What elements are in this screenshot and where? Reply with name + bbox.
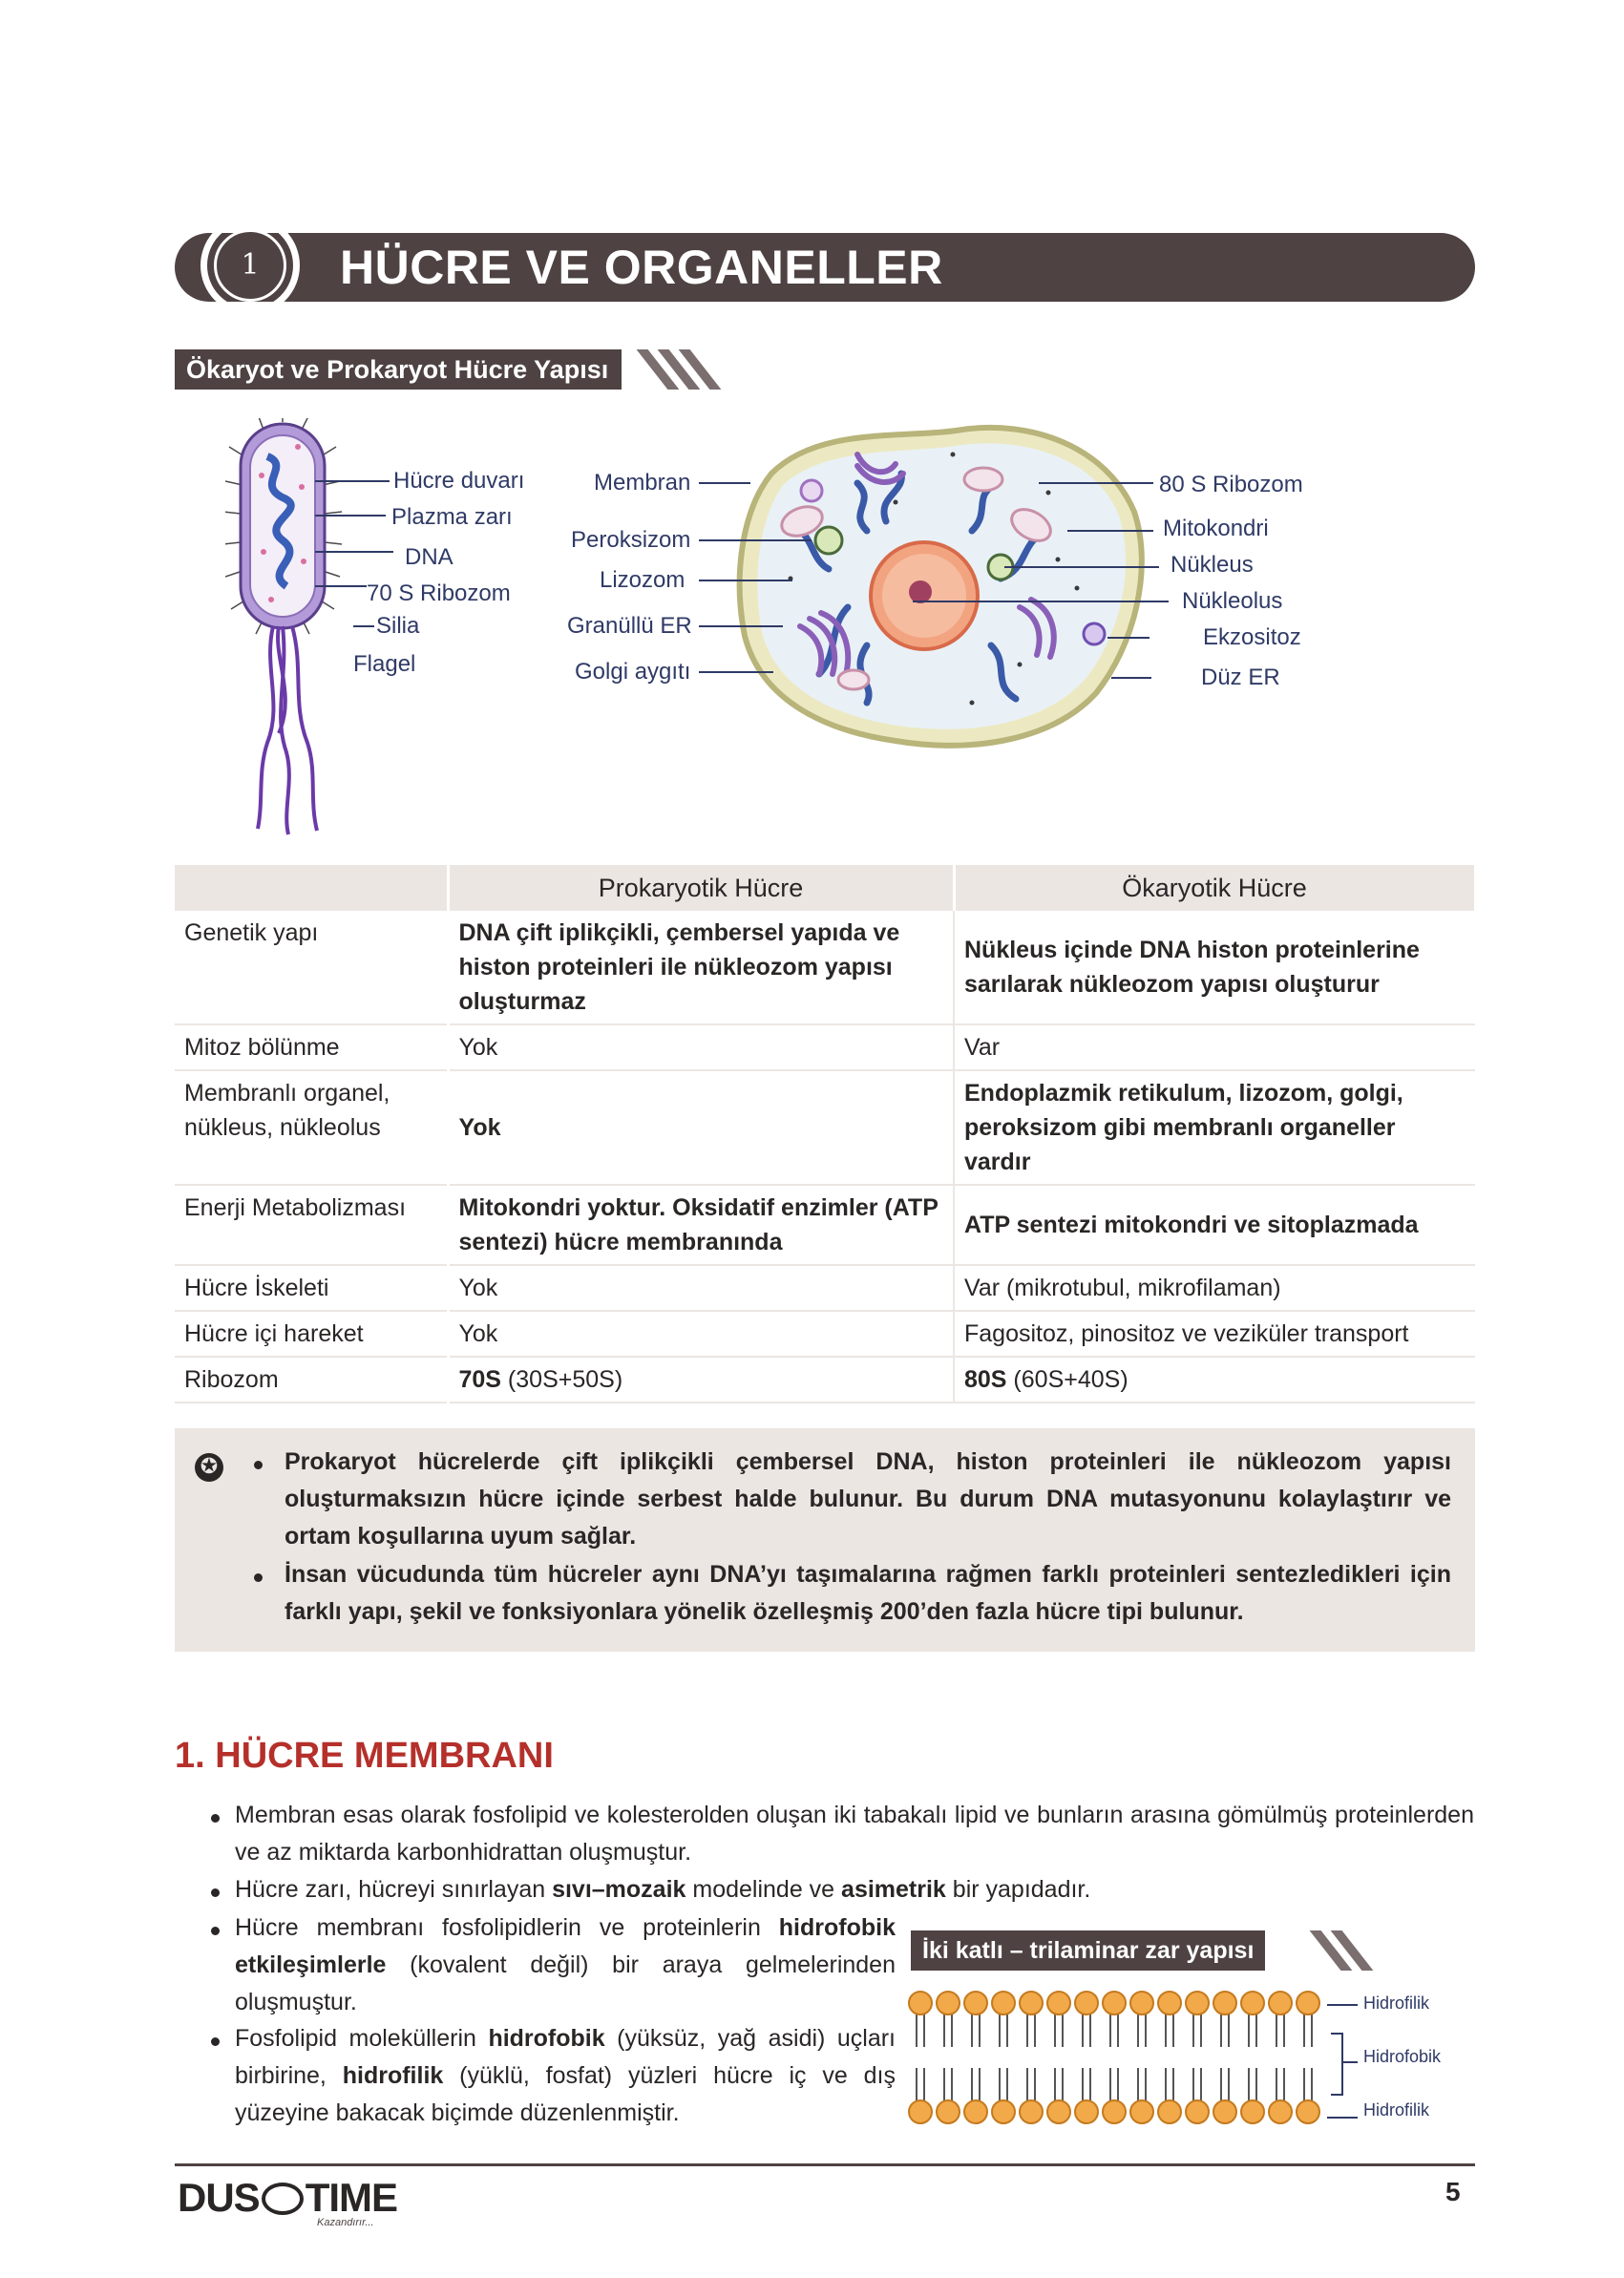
text-run: (yüklü, fosfat) yüzleri hücre iç ve dış yüzeyine bakacak biçimde düzenlenmiştir. (235, 2062, 896, 2126)
text-run: (kovalent değil) bir araya gelmelerinden oluşmuştur. (235, 1951, 896, 2015)
row-prokaryotic: Yok (448, 1070, 954, 1185)
row-eukaryotic (954, 1357, 1475, 1403)
table-row (175, 1070, 1475, 1185)
bullet-icon (254, 1573, 263, 1582)
lipid-bilayer-illustration (907, 1988, 1327, 2131)
tooth-icon (262, 2183, 304, 2215)
row-prokaryotic: DNA çift iplikçikli, çembersel yapıda ve histon proteinleri ile nükleozom yapısı oluşturmaz (448, 911, 954, 1024)
logo-text-left: DUS (178, 2175, 260, 2220)
bullet-icon (211, 2037, 220, 2046)
row-prokaryotic: Yok (448, 1311, 954, 1357)
bullet-icon (211, 1814, 220, 1823)
body-item: Membran esas olarak fosfolipid ve kolesterolden oluşan iki tabakalı lipid ve bunların arasına gömülmüş proteinlerden ve az miktarda karbonhidrattan oluşmuştur. (235, 1802, 1474, 1866)
label-membrane: Membran (594, 470, 691, 496)
text-run: Fosfolipid moleküllerin (235, 2025, 489, 2052)
body-item (235, 1909, 896, 2021)
star-icon: ✪ (195, 1453, 223, 1482)
table-row (175, 1024, 1475, 1070)
label-lysosome: Lizozom (600, 567, 685, 593)
label-golgi: Golgi aygıtı (575, 659, 691, 685)
ribosome-80s: 80S (964, 1366, 1007, 1393)
body-item (235, 2020, 896, 2132)
row-feature: Ribozom (175, 1357, 448, 1403)
label-hydrophilic-top: Hidrofilik (1363, 1993, 1430, 2013)
table-header-prokaryotic: Prokaryotik Hücre (448, 865, 954, 911)
comparison-table (175, 865, 1477, 1403)
row-eukaryotic: Endoplazmik retikulum, lizozom, golgi, peroksizom gibi membranlı organeller vardır (954, 1070, 1475, 1185)
label-nucleolus: Nükleolus (1182, 588, 1283, 614)
eukaryote-pointer-lines (687, 468, 1184, 697)
text-run-bold: hidrofilik (342, 2062, 444, 2089)
table-row (175, 1357, 1475, 1403)
ribosome-80s-subunits: (60S+40S) (1006, 1366, 1128, 1393)
row-eukaryotic: ATP sentezi mitokondri ve sitoplazmada (954, 1185, 1475, 1265)
body-item (235, 1871, 1474, 1909)
row-eukaryotic: Var (954, 1024, 1475, 1070)
bullet-icon (211, 1927, 220, 1935)
logo-text-right: TIME (305, 2175, 398, 2220)
section-tag: Ökaryot ve Prokaryot Hücre Yapısı (175, 349, 622, 390)
page-number: 5 (1445, 2177, 1461, 2206)
row-eukaryotic: Fagositoz, pinositoz ve veziküler transport (954, 1311, 1475, 1357)
table-header-eukaryotic: Ökaryotik Hücre (954, 865, 1475, 911)
label-cell-wall: Hücre duvarı (393, 468, 525, 494)
note-item: İnsan vücudunda tüm hücreler aynı DNA’yı taşımalarına rağmen farklı proteinleri sentezledikleri için farklı yapı, şekil ve fonksiyonlara yönelik özelleşmiş 200’den fazla hücre tipi bulunur. (285, 1561, 1451, 1625)
row-prokaryotic: Yok (448, 1024, 954, 1070)
row-feature: Mitoz bölünme (175, 1024, 448, 1070)
label-flagella: Flagel (353, 651, 416, 677)
row-prokaryotic (448, 1357, 954, 1403)
chapter-title: HÜCRE VE ORGANELLER (340, 241, 943, 294)
table-row (175, 911, 1475, 1024)
table-header-feature (175, 865, 448, 911)
row-eukaryotic: Var (mikrotubul, mikrofilaman) (954, 1265, 1475, 1311)
membrane-figure-tag: İki katlı – trilaminar zar yapısı (911, 1930, 1265, 1971)
chapter-number: 1 (214, 229, 286, 302)
text-run: modelinde ve (685, 1876, 842, 1903)
label-dna: DNA (405, 544, 453, 570)
row-feature: Enerji Metabolizması (175, 1185, 448, 1265)
text-run: Hücre membranı fosfolipidlerin ve proteinlerin (235, 1914, 779, 1941)
footer-divider (175, 2163, 1475, 2166)
ribosome-70s-subunits: (30S+50S) (500, 1366, 623, 1393)
text-run-bold: hidrofobik etkileşimlerle (235, 1914, 896, 1978)
row-feature: Membranlı organel, nükleus, nükleolus (175, 1070, 448, 1185)
table-row (175, 1185, 1475, 1265)
membrane-bracket-lines (1327, 1993, 1365, 2127)
table-header-row (175, 865, 1475, 911)
bullet-icon (254, 1461, 263, 1469)
row-feature: Hücre İskeleti (175, 1265, 448, 1311)
text-run-bold: hidrofobik (488, 2025, 605, 2052)
section-heading: 1. HÜCRE MEMBRANI (175, 1736, 554, 1776)
label-cilia: Silia (376, 613, 420, 639)
row-prokaryotic: Yok (448, 1265, 954, 1311)
ribosome-70s: 70S (458, 1366, 501, 1393)
table-row (175, 1311, 1475, 1357)
row-prokaryotic: Mitokondri yoktur. Oksidatif enzimler (ATP sentezi) hücre membranında (448, 1185, 954, 1265)
label-peroxisome: Peroksizom (571, 527, 691, 553)
label-hydrophobic: Hidrofobik (1363, 2047, 1442, 2066)
label-70s-ribosome: 70 S Ribozom (367, 580, 511, 606)
label-exocytosis: Ekzositoz (1203, 624, 1301, 650)
table-row (175, 1265, 1475, 1311)
text-run: Hücre zarı, hücreyi sınırlayan (235, 1876, 553, 1903)
note-item: Prokaryot hücrelerde çift iplikçikli çembersel DNA, histon proteinleri ile nükleozom yapısı oluşturmaksızın hücre içinde serbest halde bulunur. Bu durum DNA mutasyonunu kolaylaştırır ve ortam koşullarına uyum sağlar. (285, 1448, 1451, 1550)
text-run: (yüksüz, yağ asidi) uçları birbirine, (235, 2025, 896, 2089)
row-feature: Hücre içi hareket (175, 1311, 448, 1357)
label-smooth-er: Düz ER (1201, 664, 1280, 690)
row-feature: Genetik yapı (175, 911, 448, 1024)
logo-tagline: Kazandırır... (317, 2217, 374, 2228)
text-run-bold: sıvı–mozaik (552, 1876, 686, 1903)
row-eukaryotic: Nükleus içinde DNA histon proteinlerine sarılarak nükleozom yapısı oluşturur (954, 911, 1475, 1024)
brand-logo (178, 2175, 397, 2221)
label-hydrophilic-bottom: Hidrofilik (1363, 2100, 1430, 2120)
label-granular-er: Granüllü ER (567, 613, 692, 639)
bullet-icon (211, 1888, 220, 1897)
label-mitochondria: Mitokondri (1163, 516, 1269, 541)
label-nucleus: Nükleus (1171, 552, 1254, 578)
text-run: bir yapıdadır. (945, 1876, 1091, 1903)
label-plasma-membrane: Plazma zarı (391, 504, 513, 530)
label-80s-ribosome: 80 S Ribozom (1159, 472, 1303, 497)
text-run-bold: asimetrik (841, 1876, 946, 1903)
